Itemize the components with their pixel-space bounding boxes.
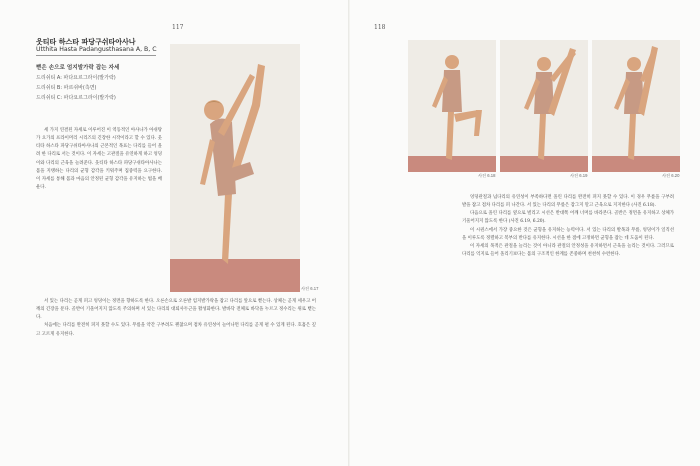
drishti-a: 드리쉬티 A: 파다요르그라이(발가락) — [36, 75, 116, 81]
pose-photo-6-20 — [592, 40, 680, 172]
title-divider — [36, 55, 156, 56]
page-number-right: 118 — [374, 24, 386, 31]
photo-caption-6-20: 사진 6.20 — [662, 173, 680, 178]
paragraph: 서 있는 다리는 곧게 펴고 엉덩이는 정면을 향하도록 한다. 오른손으로 오른발 엄지발가락을 잡고 다리를 앞으로 뻗는다. 상체는 곧게 세우고 어깨의 긴장을 푼다. 골반이 기울어지지 않도록 주의하며 서 있는 다리의 대퇴사두근을 활성화한다. 발바닥 전체로 바닥을 누르고 정수리는 위로 뻗는다. — [36, 299, 316, 321]
intro-paragraph — [36, 127, 162, 192]
photo-caption-6-17: 사진 6.17 — [301, 286, 319, 291]
drishti-b: 드리쉬티 B: 파르쉬바(측면) — [36, 85, 97, 91]
paragraph: 처음에는 다리를 완전히 펴지 못할 수도 있다. 무릎을 약간 구부려도 괜찮으며 점차 유연성이 늘어나면 다리를 곧게 펼 수 있게 된다. 호흡은 깊고 고르게 유지한다. — [36, 323, 316, 337]
page-number-left: 117 — [172, 24, 184, 31]
pose-subheading: 뻗은 손으로 엄지발가락 잡는 자세 — [36, 65, 120, 71]
pose-title-english: Utthita Hasta Padangusthasana A, B, C — [36, 46, 157, 53]
photo-caption-6-18: 사진 6.18 — [478, 173, 496, 178]
paragraph: 이 자세의 목적은 관절을 늘리는 것이 아니라 관절의 안정성을 유지하면서 근육을 늘리는 것이다. 그러므로 다리를 억지로 들어 올리기보다는 몸의 구조적인 한계를 존중하며 천천히 수련한다. — [462, 243, 674, 258]
pose-photo-6-18 — [408, 40, 496, 172]
drishti-c: 드리쉬티 C: 파다요르그라이(발가락) — [36, 95, 116, 101]
paragraph: 다음으로 올린 다리를 옆으로 벌리고 시선은 반대쪽 어깨 너머를 바라본다. 골반은 정면을 유지하고 상체가 기울어지지 않도록 한다 (사진 6.19, 6.20). — [462, 211, 674, 225]
paragraph: 이 시퀀스에서 가장 중요한 것은 균형을 유지하는 능력이다. 서 있는 다리의 발목과 무릎, 엉덩이가 일직선을 이루도록 정렬하고 복부의 반다를 유지한다. 시선을 한 점에 고정하면 균형을 잡는 데 도움이 된다. — [462, 227, 674, 241]
pose-photo-6-17 — [170, 44, 300, 292]
pose-title-korean: 웃티타 하스타 파당구쉬타아사나 — [36, 38, 136, 46]
paragraph: 엉덩관절과 넙다리의 유연성이 부족하다면 올린 다리를 완전히 펴지 못할 수 있다. 이 경우 무릎을 구부려 발을 잡고 점차 다리를 펴 나간다. 서 있는 다리의 무릎은 잠그지 말고 근육으로 지지한다 (사진 6.18). — [462, 195, 674, 209]
photo-caption-6-19: 사진 6.19 — [570, 173, 588, 178]
pose-photo-6-19 — [500, 40, 588, 172]
right-body-paragraphs — [462, 194, 674, 259]
right-page — [350, 0, 700, 466]
paragraph: 세 가지 연결된 자세로 이루어진 이 역동적인 아사나가 아쉬탕가 요가의 프라이머리 시리즈의 긴장한 시작이라고 할 수 있다. 웃티타 하스타 파당구쉬타아사나의 근본적인 목표는 다리를 들어 올려 한 다리로 서는 것이다. 이 자세는 고관절을 유연하게 하고 엉덩이와 다리의 근육을 늘려준다. 웃티타 하스타 파당구쉬타아사나는 몸을 지탱하는 다리의 균형 감각을 키워주며 집중력을 요구한다. 이 자세를 통해 몸과 마음의 안정된 균형 감각을 유지하는 법을 배운다. — [36, 128, 162, 191]
body-paragraphs — [36, 298, 316, 339]
